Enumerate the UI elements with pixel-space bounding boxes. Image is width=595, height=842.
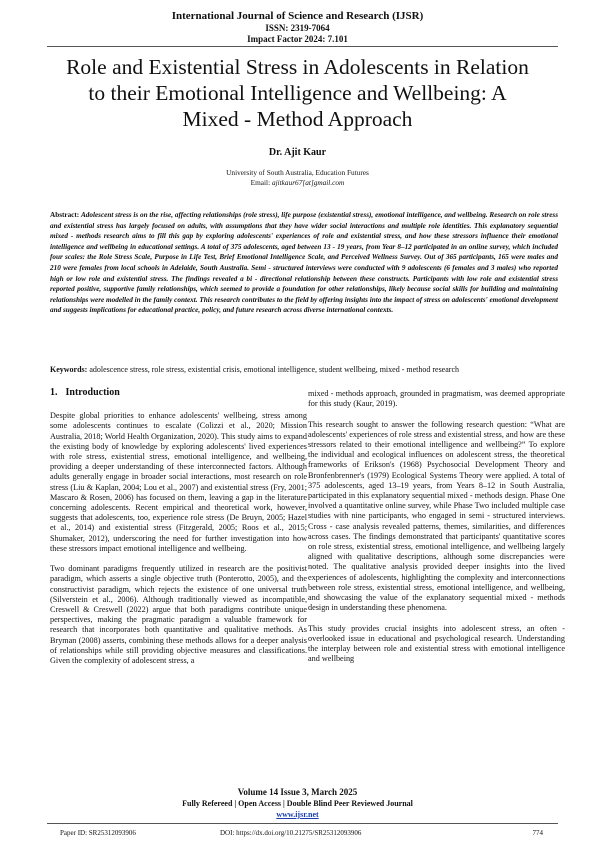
paragraph: This study provides crucial insights into adolescent stress, an often - overlooked issue in educational and psychological research. Understanding the interplay between role and existential stress with emotional intelligence and wellbeing <box>308 623 565 664</box>
paragraph: This research sought to answer the following research question: “What are adolescents' experiences of role stress and existential stress, and how are these stressors related to their emotional intelligence and wellbeing?” To explore the individual and ecological influences on adolescent stress, the theoretical frameworks of Erikson's (1968) Psychosocial Development Theory and Bronfenbrenner's (1979) Ecological Systems Theory were applied. A total of 375 adolescents, aged 13–19 years, from Years 8–12 in South Australia, participated in this explanatory sequential mixed - methods design. Phase One involved a quantitative online survey, while Phase Two included multiple case studies with nine participants, who engaged in semi - structured interviews. Cross - case analysis revealed patterns, themes, similarities, and differences across cases. The findings demonstrated that participants' quantitative scores on role stress, existential stress, emotional intelligence, and wellbeing largely aligned with qualitative descriptions, although some discrepancies were noted. The qualitative analysis provided deeper insights into the lived experiences of adolescents, highlighting the complexity and interconnections between role stress, existential stress, emotional intelligence, and wellbeing, and showcasing the value of the explanatory sequential mixed - methods design in understanding these phenomena. <box>308 419 565 613</box>
keywords-text: adolescence stress, role stress, existential crisis, emotional intelligence, student wellbeing, mixed - method research <box>89 365 459 374</box>
email-line <box>0 178 595 188</box>
affiliation-block <box>0 168 595 188</box>
email-label: Email: <box>250 178 271 187</box>
refereed-line: Fully Refereed | Open Access | Double Blind Peer Reviewed Journal <box>182 799 413 808</box>
impact-factor: Impact Factor 2024: 7.101 <box>247 34 348 44</box>
paper-id: Paper ID: SR25312093906 <box>60 829 136 837</box>
website-link[interactable]: www.ijsr.net <box>276 810 319 819</box>
doi-link[interactable]: DOI: https://dx.doi.org/10.21275/SR25312093906 <box>220 829 362 837</box>
keywords-label: Keywords: <box>50 365 88 374</box>
abstract <box>50 210 558 316</box>
left-column <box>50 388 307 676</box>
paragraph: Two dominant paradigms frequently utilized in research are the positivist paradigm, which asserts a single objective truth (Ponterotto, 2005), and the constructivist paradigm, which rejects the existence of one universal truth (Silverstein et al., 2006). Although traditionally viewed as incompatible, Creswell & Creswell (2022) argue that both paradigms contribute unique perspectives, making the pragmatic paradigm a valuable framework for research that incorporates both quantitative and qualitative methods. As Bryman (2008) asserts, combining these methods allows for a deeper analysis of relationships while still providing objective measures and classifications. Given the complexity of adolescent stress, a <box>50 564 307 666</box>
section-heading <box>50 388 307 398</box>
affiliation: University of South Australia, Education Futures <box>226 168 369 177</box>
section-title: Introduction <box>65 387 120 398</box>
paper-title: Role and Existential Stress in Adolescents in Relation to their Emotional Intelligence and Wellbeing: A Mixed - Method Approach <box>66 55 529 131</box>
header-rule <box>47 46 558 47</box>
footer-rule <box>47 823 558 824</box>
keywords <box>50 365 560 375</box>
paragraph: mixed - methods approach, grounded in pragmatism, was deemed appropriate for this study (Kaur, 2019). <box>308 389 565 409</box>
right-column <box>308 389 565 675</box>
page-number: 774 <box>532 829 543 837</box>
abstract-text: Adolescent stress is on the rise, affecting relationships (role stress), life purpose (existential stress), emotional intelligence, and wellbeing. Research on role stress and existential stress has largely focused on adults, with assumptions that they have wider social interactions and multiple role identities. This explanatory sequential mixed - methods research aims to fill this gap by exploring adolescents' experiences of role and existential stress, and how these stressors influence their emotional intelligence and wellbeing in educational settings. A total of 375 adolescents, aged between 13 - 19 years, from Year 8–12 participated in an online survey, which included four scales: the Role Stress Scale, Purpose in Life Test, Brief Emotional Intelligence Scale, and Perceived Wellness Survey. Out of 365 participants, 165 were males and 210 were females from local schools in Adelaide, South Australia. Semi - structured interviews were conducted with 9 adolescents (6 females and 3 males) who reported high or low role and existential stress. The findings revealed a bi - directional relationship between these constructs. Participants with low role and existential stress reported positive, supportive family relationships, which seemed to provide a foundation for other relationships, likely because social skills for building and maintaining relationships were modelled in the family context. This research contributes to the field by offering insights into the impact of stress on adolescents' emotional development and suggests implications for educational practice, policy, and future research across diverse international contexts. <box>50 211 559 315</box>
author-name: Dr. Ajit Kaur <box>268 147 327 158</box>
email-address[interactable]: ajitkaur67[at]gmail.com <box>271 178 345 187</box>
journal-name: International Journal of Science and Research (IJSR) <box>171 10 424 22</box>
abstract-label: Abstract: <box>50 211 80 219</box>
section-number: 1. <box>50 387 58 398</box>
paragraph: Despite global priorities to enhance adolescents' wellbeing, stress among some adolescents continues to escalate (Colizzi et al., 2020; Mission Australia, 2018; World Health Organization, 2020). This study aims to expand the existing body of knowledge by exploring adolescents' lived experiences with role stress, existential stress, emotional intelligence, and wellbeing, providing a deeper understanding of these interconnected factors. Although adults generally engage in broader social interactions, most research on role stress (Liu & Kaplan, 2004; Lou et al., 2007) and existential stress (Fry, 2001; Mascaro & Rosen, 2006) has focused on them, leaving a gap in the literature concerning adolescents. Recent empirical and theoretical work, however, suggests that adolescents, too, experience role stress (De Bruyn, 2005; Hazel et al., 2014) and existential stress (Fitzgerald, 2005; Roos et al., 2015; Shumaker, 2012), underscoring the need for further investigation into how these stressors impact emotional intelligence and wellbeing. <box>50 411 307 553</box>
issn: ISSN: 2319-7064 <box>265 23 330 33</box>
volume-issue: Volume 14 Issue 3, March 2025 <box>237 787 358 797</box>
